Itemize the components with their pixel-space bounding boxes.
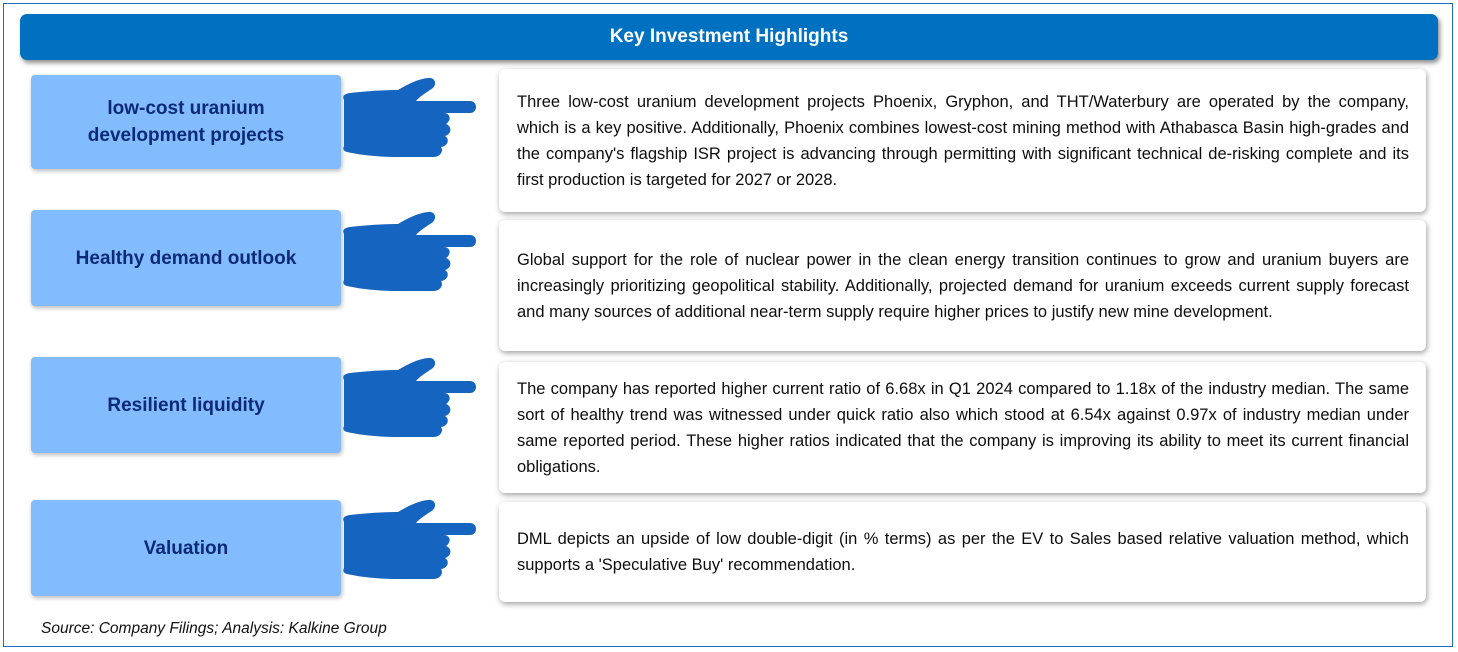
pointing-hand-icon — [338, 208, 478, 304]
highlight-description: The company has reported higher current ratio of 6.68x in Q1 2024 compared to 1.18x of the industry median. The same sort of healthy trend was witnessed under quick ratio also which stood at 6.54x against 0.97x of industry median under same reported period. These higher ratios indicated that the company is improving its ability to meet its current financial obligations. — [517, 379, 1409, 476]
highlight-label-box — [31, 357, 341, 453]
highlight-label: Resilient liquidity — [107, 394, 265, 416]
section-header — [20, 14, 1438, 60]
source-note: Source: Company Filings; Analysis: Kalkine Group — [41, 620, 387, 637]
highlight-description: Global support for the role of nuclear power in the clean energy transition continues to grow and uranium buyers are increasingly prioritizing geopolitical stability. Additionally, projected demand for uranium exceeds current supply forecast and many sources of additional near-term supply require higher prices to justify new mine development. — [517, 250, 1409, 321]
highlight-description-box — [499, 69, 1426, 212]
highlight-description-box — [499, 502, 1426, 602]
highlight-label-box — [31, 75, 341, 169]
pointing-hand-icon — [338, 74, 478, 170]
section-title: Key Investment Highlights — [609, 26, 849, 47]
highlight-description-box — [499, 362, 1426, 493]
pointing-hand-icon — [338, 354, 478, 450]
highlight-label: Valuation — [143, 537, 229, 559]
highlight-label: Healthy demand outlook — [75, 247, 297, 269]
pointing-hand-icon — [338, 496, 478, 592]
highlight-description: Three low-cost uranium development projects Phoenix, Gryphon, and THT/Waterbury are operated by the company, which is a key positive. Additionally, Phoenix combines lowest-cost mining method with Athabasca Basin high-grades and the company's flagship ISR project is advancing through permitting with significant technical de-risking complete and its first production is targeted for 2027 or 2028. — [517, 92, 1409, 189]
highlight-description: DML depicts an upside of low double-digit (in % terms) as per the EV to Sales based relative valuation method, which supports a 'Speculative Buy' recommendation. — [517, 530, 1409, 574]
highlight-label-box — [31, 500, 341, 596]
highlight-label-box — [31, 210, 341, 306]
highlight-description-box — [499, 220, 1426, 351]
highlight-label: low-cost uranium development projects — [87, 98, 285, 146]
